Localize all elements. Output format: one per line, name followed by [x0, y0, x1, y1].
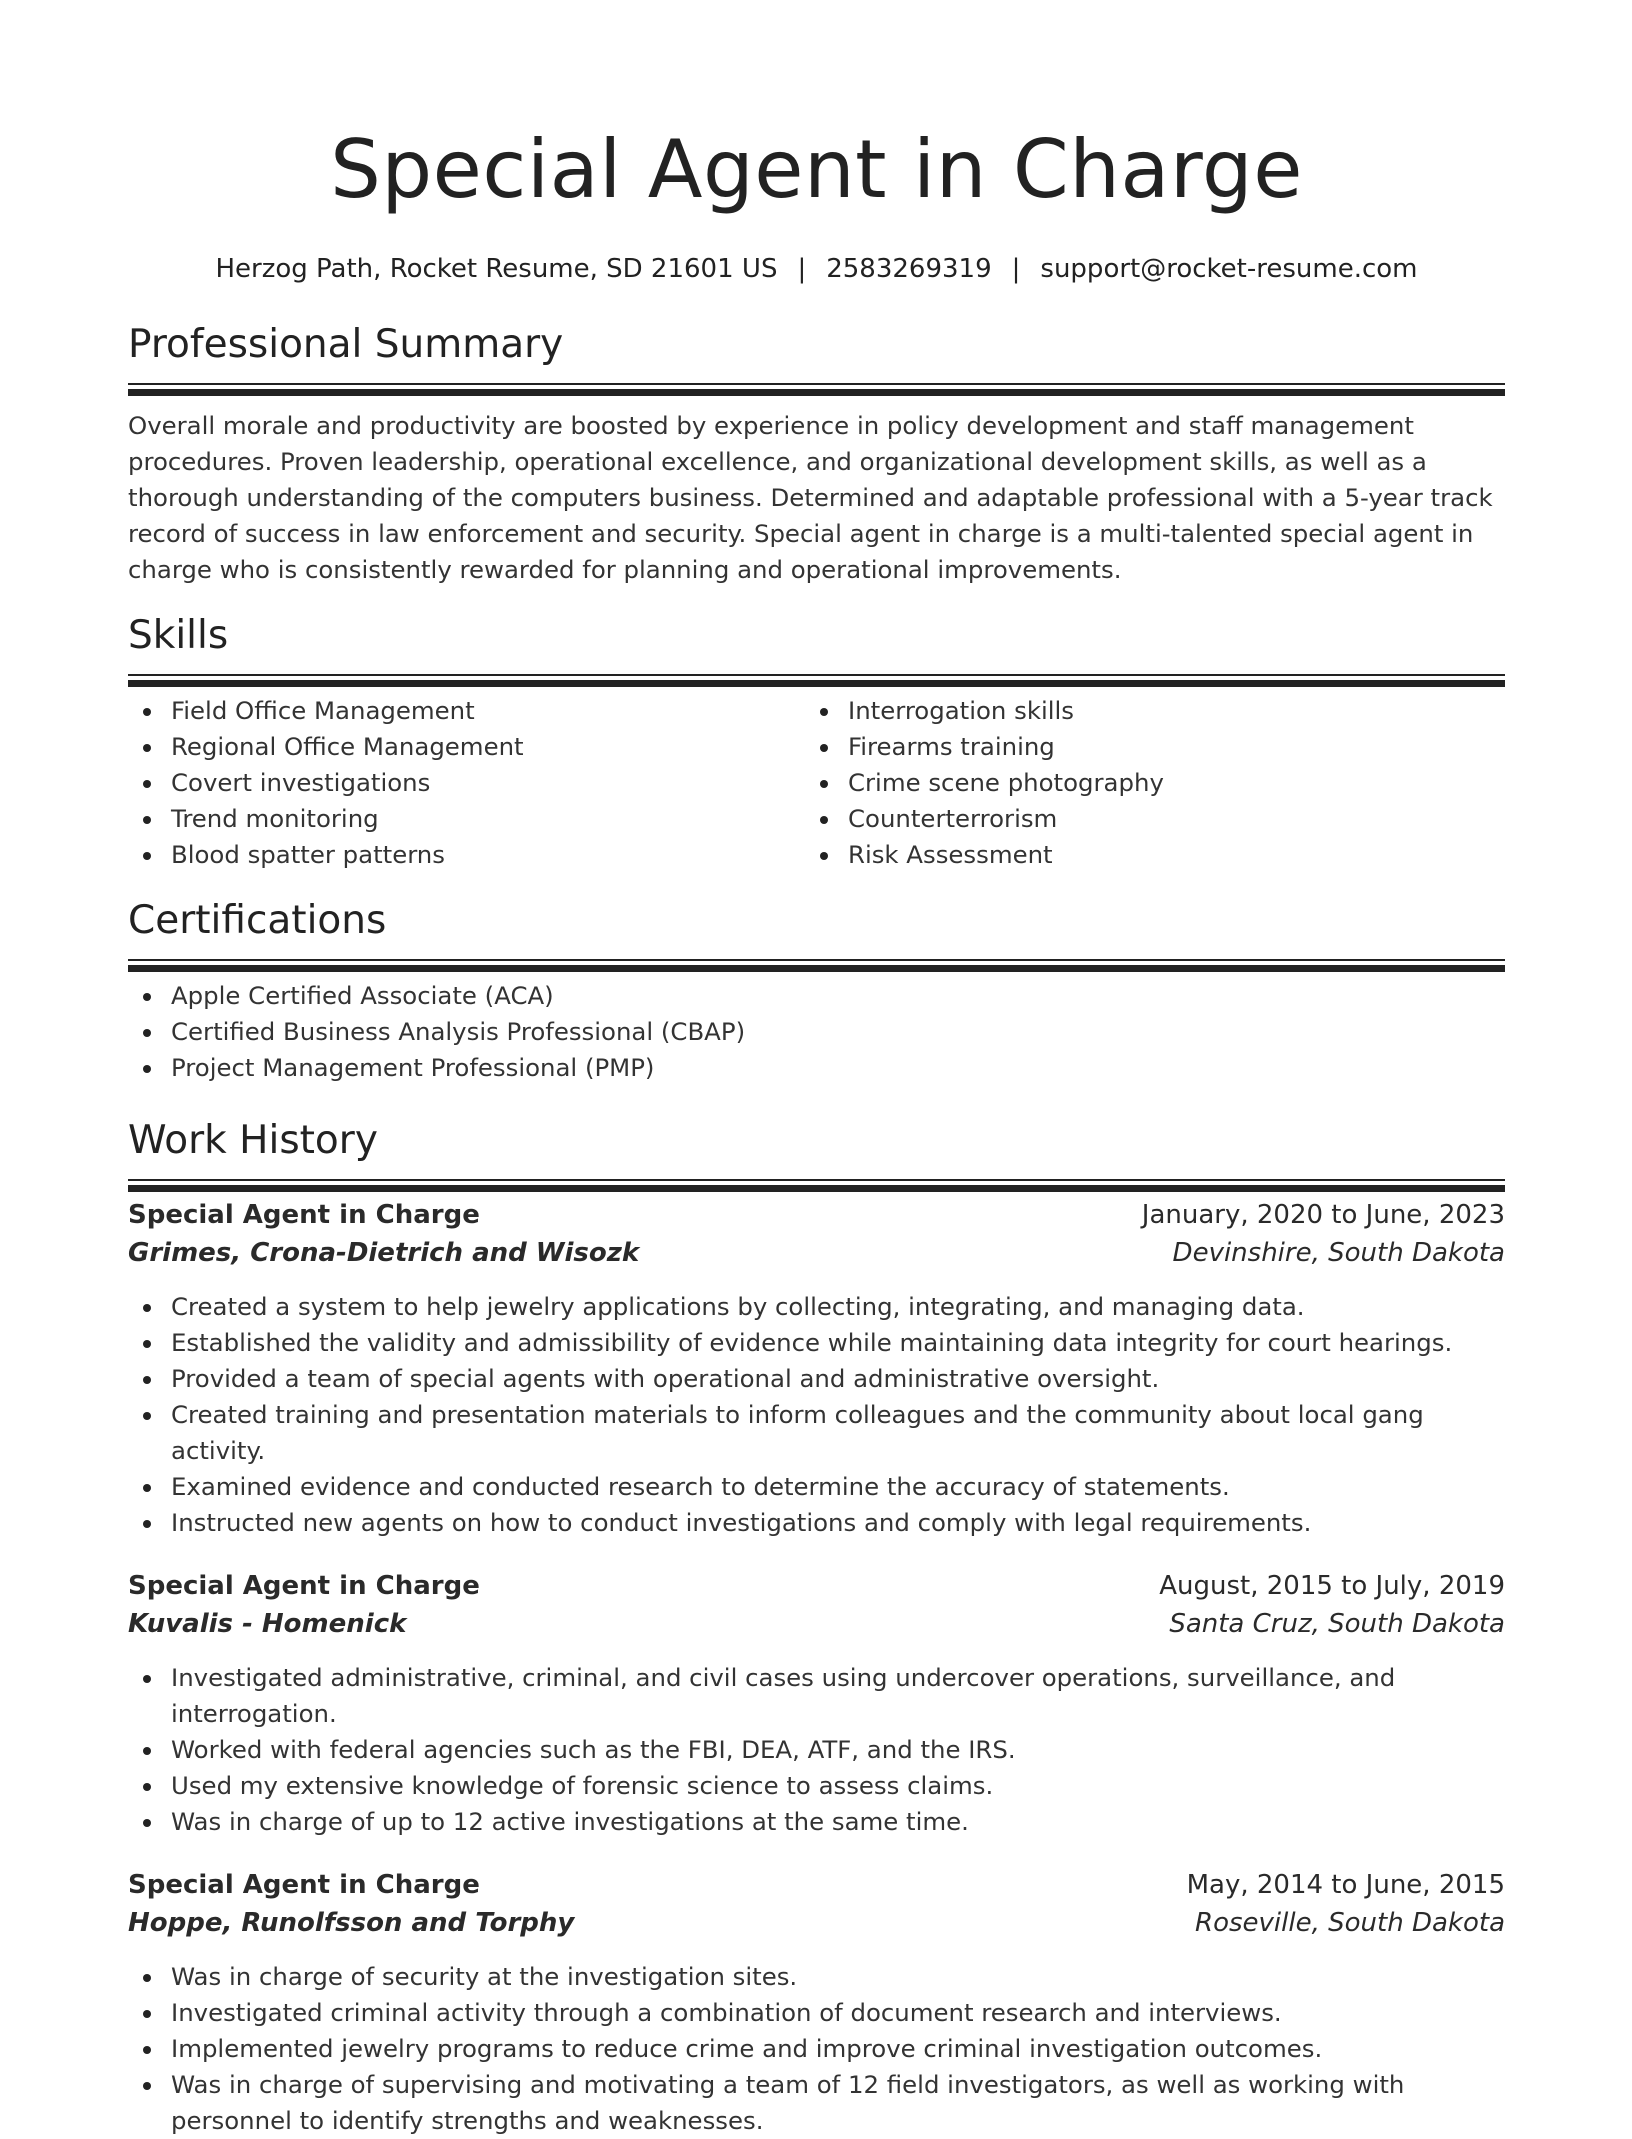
- section-divider: [128, 383, 1505, 385]
- job-dates: August, 2015 to July, 2019: [1159, 1571, 1505, 1601]
- job-bullet: Established the validity and admissibility of evidence while maintaining data integrity for court hearings.: [128, 1325, 1505, 1361]
- skill-item: Counterterrorism: [805, 801, 1482, 837]
- skills-grid: [128, 693, 1505, 873]
- job-bullet: Investigated administrative, criminal, and civil cases using undercover operations, surveillance, and interrogation.: [128, 1660, 1505, 1732]
- skills-list-right: [805, 693, 1482, 873]
- job-header: [128, 1567, 1505, 1605]
- certifications-section: [128, 895, 1505, 1086]
- certification-item: Apple Certified Associate (ACA): [128, 978, 1505, 1014]
- job-bullet: Worked with federal agencies such as the FBI, DEA, ATF, and the IRS.: [128, 1732, 1505, 1768]
- contact-line: [128, 252, 1505, 286]
- section-title-work-history: Work History: [128, 1118, 378, 1163]
- skills-list-left: [128, 693, 805, 873]
- job-location: Devinshire, South Dakota: [1172, 1238, 1505, 1268]
- job-location: Roseville, South Dakota: [1195, 1908, 1505, 1938]
- job-location: Santa Cruz, South Dakota: [1169, 1609, 1505, 1639]
- job-dates: January, 2020 to June, 2023: [1141, 1200, 1505, 1230]
- job-header: [128, 1866, 1505, 1904]
- job-header: [128, 1196, 1505, 1234]
- contact-address: Herzog Path, Rocket Resume, SD 21601 US: [215, 254, 778, 284]
- job-company: Kuvalis - Homenick: [128, 1609, 407, 1639]
- job-bullet: Used my extensive knowledge of forensic science to assess claims.: [128, 1768, 1505, 1804]
- resume-name: Special Agent in Charge: [330, 123, 1303, 216]
- job-bullets: [128, 1660, 1505, 1840]
- job-bullet: Instructed new agents on how to conduct investigations and comply with legal requirements.: [128, 1505, 1505, 1541]
- skill-item: Interrogation skills: [805, 693, 1482, 729]
- skill-item: Firearms training: [805, 729, 1482, 765]
- job-bullet: Was in charge of up to 12 active investigations at the same time.: [128, 1804, 1505, 1840]
- certification-item: Project Management Professional (PMP): [128, 1050, 1505, 1086]
- section-divider: [128, 674, 1505, 676]
- certification-item: Certified Business Analysis Professional (CBAP): [128, 1014, 1505, 1050]
- job-bullet: Provided a team of special agents with operational and administrative oversight.: [128, 1361, 1505, 1397]
- job-bullets: [128, 1959, 1505, 2139]
- job-entry: [128, 1866, 1505, 2139]
- job-bullet: Created a system to help jewelry applications by collecting, integrating, and managing data.: [128, 1289, 1505, 1325]
- section-divider: [128, 959, 1505, 961]
- skill-item: Blood spatter patterns: [128, 837, 805, 873]
- work-history-section: [128, 1115, 1505, 2139]
- contact-separator: |: [797, 254, 807, 284]
- job-title: Special Agent in Charge: [128, 1870, 480, 1900]
- skill-item: Field Office Management: [128, 693, 805, 729]
- contact-email: support@rocket-resume.com: [1040, 254, 1418, 284]
- section-title-skills: Skills: [128, 613, 229, 658]
- job-bullet: Implemented jewelry programs to reduce crime and improve criminal investigation outcomes.: [128, 2031, 1505, 2067]
- skill-item: Regional Office Management: [128, 729, 805, 765]
- summary-section: [128, 319, 1505, 588]
- job-title: Special Agent in Charge: [128, 1200, 480, 1230]
- skill-item: Crime scene photography: [805, 765, 1482, 801]
- job-entry: [128, 1567, 1505, 1840]
- job-bullet: Was in charge of supervising and motivating a team of 12 field investigators, as well as working with personnel to identify strengths and weaknesses.: [128, 2067, 1505, 2139]
- skill-item: Covert investigations: [128, 765, 805, 801]
- job-subheader: [128, 1234, 1505, 1272]
- job-subheader: [128, 1904, 1505, 1942]
- section-title-summary: Professional Summary: [128, 322, 564, 367]
- skill-item: Risk Assessment: [805, 837, 1482, 873]
- job-title: Special Agent in Charge: [128, 1571, 480, 1601]
- job-bullets: [128, 1289, 1505, 1541]
- contact-phone: 2583269319: [826, 254, 992, 284]
- job-company: Hoppe, Runolfsson and Torphy: [128, 1908, 575, 1938]
- contact-separator: |: [1011, 254, 1021, 284]
- job-bullet: Investigated criminal activity through a combination of document research and interviews.: [128, 1995, 1505, 2031]
- job-company: Grimes, Crona-Dietrich and Wisozk: [128, 1238, 640, 1268]
- skills-section: [128, 610, 1505, 873]
- section-divider: [128, 1179, 1505, 1181]
- section-title-certifications: Certifications: [128, 898, 387, 943]
- job-dates: May, 2014 to June, 2015: [1186, 1870, 1505, 1900]
- summary-paragraph: Overall morale and productivity are boosted by experience in policy development and staff management procedures. Proven leadership, operational excellence, and organizational development skills, as well as a thorough understanding of the computers business. Determined and adaptable professional with a 5-year track record of success in law enforcement and security. Special agent in charge is a multi-talented special agent in charge who is consistently rewarded for planning and operational improvements.: [128, 411, 1493, 584]
- job-bullet: Created training and presentation materials to inform colleagues and the community about local gang activity.: [128, 1397, 1505, 1469]
- job-bullet: Was in charge of security at the investigation sites.: [128, 1959, 1505, 1995]
- skill-item: Trend monitoring: [128, 801, 805, 837]
- job-bullet: Examined evidence and conducted research to determine the accuracy of statements.: [128, 1469, 1505, 1505]
- job-entry: [128, 1196, 1505, 1541]
- job-subheader: [128, 1605, 1505, 1643]
- certifications-list: [128, 978, 1505, 1086]
